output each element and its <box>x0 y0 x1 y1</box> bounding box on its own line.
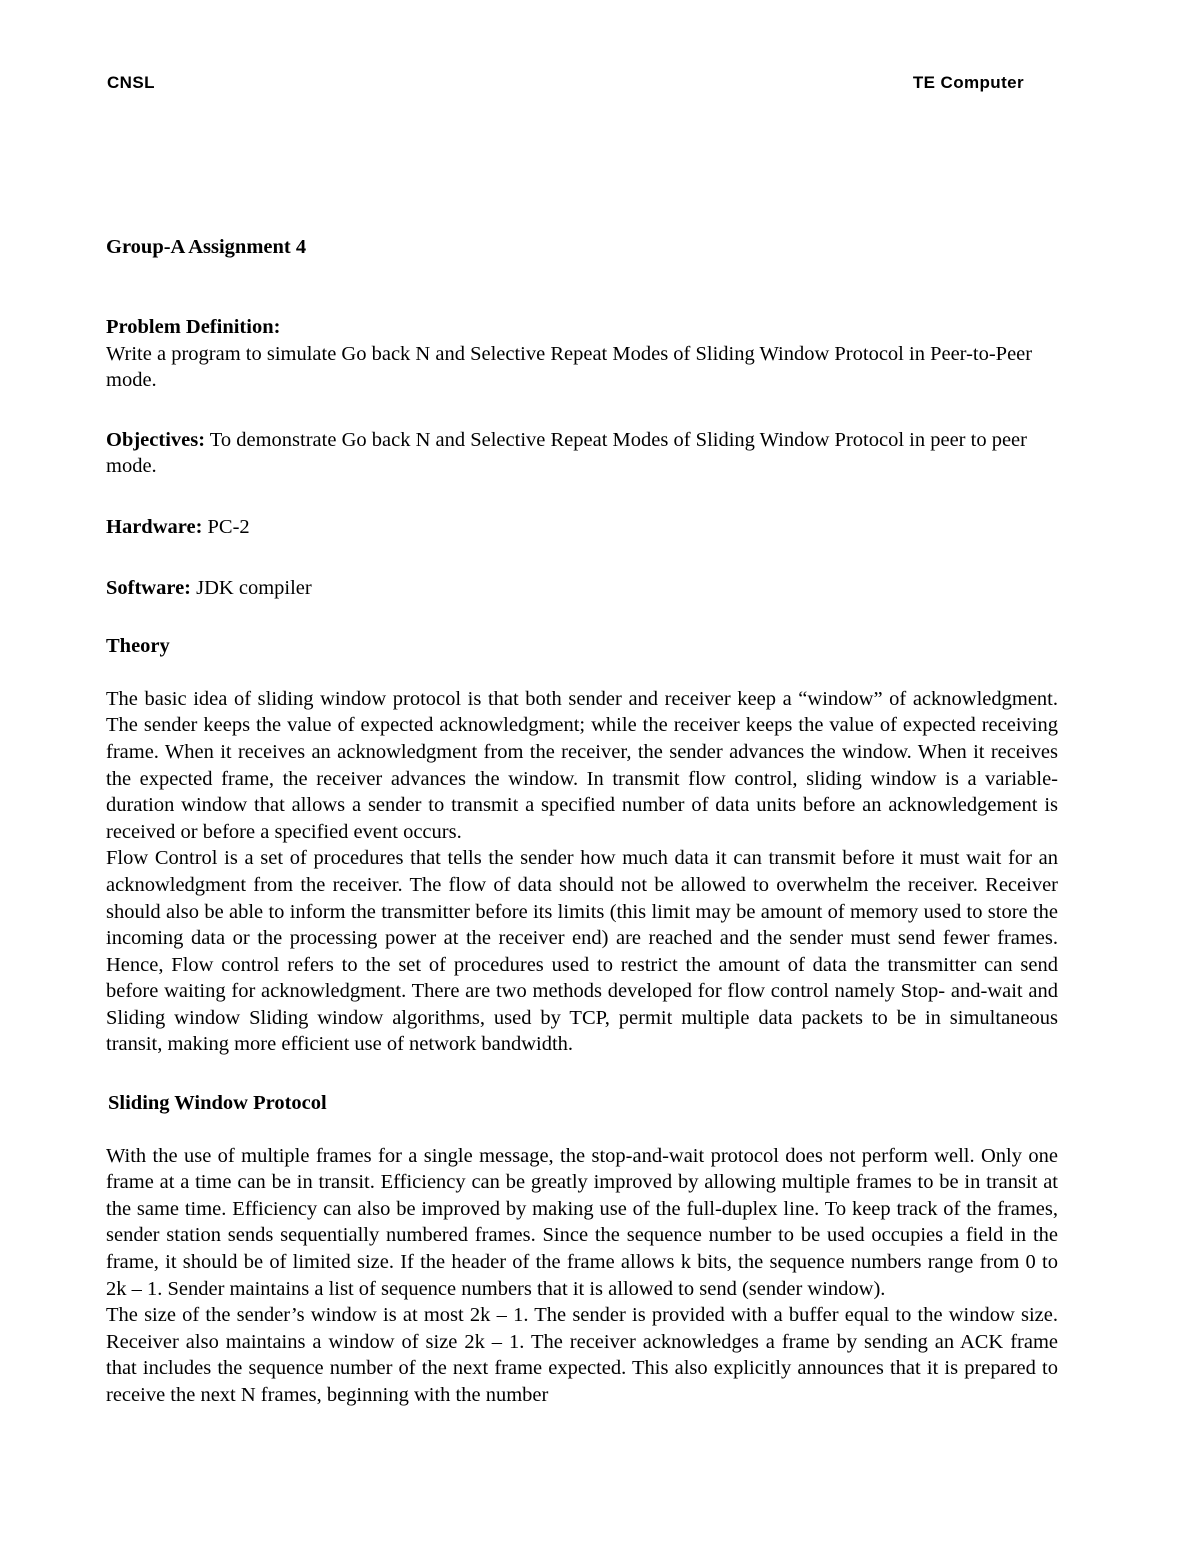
header-class: TE Computer <box>912 73 1024 92</box>
problem-definition-label: Problem Definition: <box>106 316 281 338</box>
document-body <box>106 232 1058 1409</box>
theory-heading: Theory <box>106 635 170 658</box>
objectives-section <box>106 427 1058 480</box>
software-text: JDK compiler <box>191 576 312 599</box>
objectives-text: To demonstrate Go back N and Selective Repeat Modes of Sliding Window Protocol in peer to peer mode. <box>106 428 1027 478</box>
hardware-section <box>106 514 1058 541</box>
page-title: Group-A Assignment 4 <box>106 236 307 258</box>
sliding-window-heading: Sliding Window Protocol <box>108 1092 327 1115</box>
sliding-window-paragraph-1: With the use of multiple frames for a single message, the stop-and-wait protocol does not perform well. Only one frame at a time can be in transit. Efficiency can be greatly improved by allowing multiple frames to be in transit at the same time. Efficiency can also be improved by making use of the full-duplex line. To keep track of the frames, sender station sends sequentially numbered frames. Since the sequence number to be used occupies a field in the frame, it should be of limited size. If the header of the frame allows k bits, the sequence numbers range from 0 to 2k – 1. Sender maintains a list of sequence numbers that it is allowed to send (sender window). <box>106 1144 1058 1300</box>
theory-paragraph-2: Flow Control is a set of procedures that tells the sender how much data it can transmit before it must wait for an acknowledgment from the receiver. The flow of data should not be allowed to overwhelm the receiver. Receiver should also be able to inform the transmitter before its limits (this limit may be amount of memory used to store the incoming data or the processing power at the receiver end) are reached and the sender must send fewer frames. Hence, Flow control refers to the set of procedures used to restrict the amount of data the transmitter can send before waiting for acknowledgment. There are two methods developed for flow control namely Stop- and-wait and Sliding window Sliding window algorithms, used by TCP, permit multiple data packets to be in simultaneous transit, making more efficient use of network bandwidth. <box>106 847 1058 1056</box>
problem-definition-section <box>106 314 1058 394</box>
page-header <box>107 73 1024 99</box>
sliding-window-paragraph-2: The size of the sender’s window is at most 2k – 1. The sender is provided with a buffer equal to the window size. Receiver also maintains a window of size 2k – 1. The receiver acknowledges a frame by sending an ACK frame that includes the sequence number of the next frame expected. This also explicitly announces that it is prepared to receive the next N frames, beginning with the number <box>106 1304 1058 1406</box>
hardware-label: Hardware: <box>106 515 203 538</box>
objectives-label: Objectives: <box>106 428 206 451</box>
header-course: CNSL <box>107 73 155 92</box>
hardware-text: PC-2 <box>202 515 250 538</box>
theory-paragraph-1: The basic idea of sliding window protocol is that both sender and receiver keep a “window” of acknowledgment. The sender keeps the value of expected acknowledgment; while the receiver keeps the value of expected receiving frame. When it receives an acknowledgment from the receiver, the sender advances the window. When it receives the expected frame, the receiver advances the window. In transmit flow control, sliding window is a variable-duration window that allows a sender to transmit a specified number of data units before an acknowledgement is received or before a specified event occurs. <box>106 687 1058 843</box>
software-label: Software: <box>106 576 192 599</box>
software-section <box>106 575 1058 602</box>
problem-definition-text: Write a program to simulate Go back N and Selective Repeat Modes of Sliding Window Protocol in Peer-to-Peer mode. <box>106 342 1033 392</box>
